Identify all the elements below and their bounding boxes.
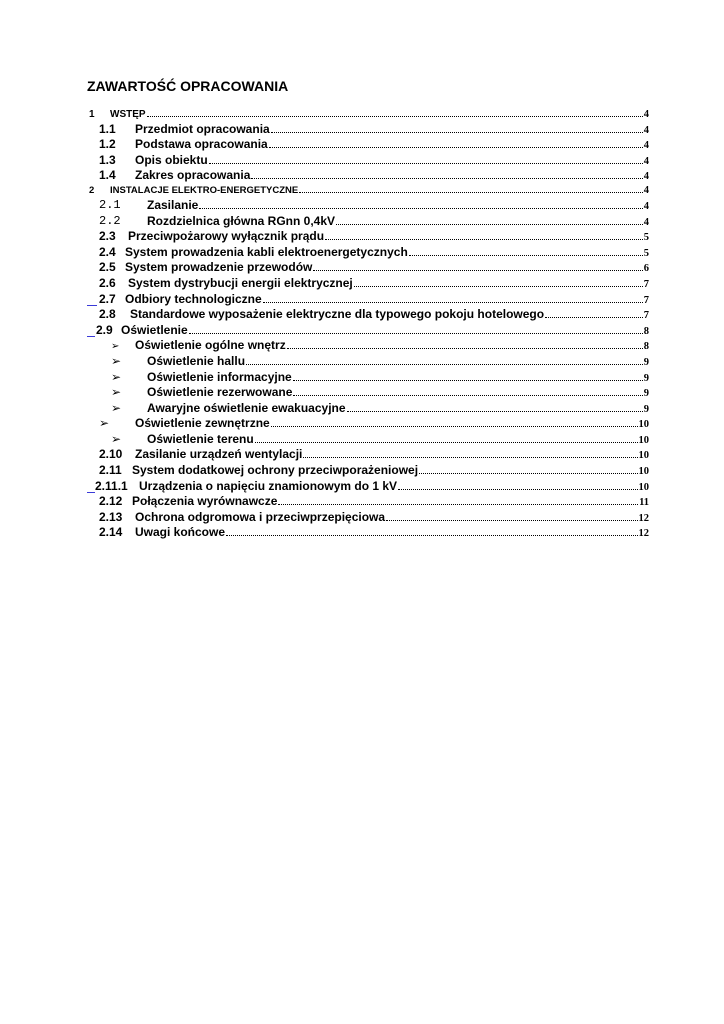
bullet-arrow-icon: ➢ [111,353,122,368]
toc-entry[interactable] [87,461,649,477]
toc-page-number: 9 [643,388,649,400]
bullet-arrow-icon: ➢ [111,341,120,353]
bullet-arrow-icon: ➢ [99,416,110,431]
toc-page-number: 5 [643,232,649,244]
toc-page-number: 4 [643,124,649,136]
dot-leader [209,163,643,164]
dot-leader [336,224,643,225]
dot-leader [293,395,642,396]
toc-label: Przeciwpożarowy wyłącznik prądu [128,229,325,244]
toc-page-number: 9 [643,372,649,384]
dot-leader [255,442,638,443]
toc-number: 2.10 [99,447,123,462]
toc-page-number: 4 [643,171,649,183]
toc-entry[interactable] [87,274,649,290]
dot-leader [251,178,642,179]
toc-label: Rozdzielnica główna RGnn 0,4kV [147,213,336,228]
toc-label: Zakres opracowania [135,168,251,183]
toc-label: Zasilanie urządzeń wentylacji [135,447,303,462]
dot-leader [313,270,642,271]
toc-label: Standardowe wyposażenie elektryczne dla typowego pokoju hotelowego [130,307,545,322]
toc-number: 2 [89,185,95,197]
toc-page-number: 7 [643,294,649,306]
toc-page-number: 4 [643,200,649,212]
dot-leader [147,116,643,117]
dot-leader [303,457,637,458]
toc-number: 2.12 [99,494,123,509]
table-of-contents [87,104,649,539]
toc-page-number: 4 [643,109,649,120]
toc-label: Uwagi końcowe [135,525,226,540]
dot-leader [347,411,643,412]
toc-label: INSTALACJE ELEKTRO-ENERGETYCZNE [110,185,299,197]
toc-page-number: 8 [643,325,649,337]
toc-page-number: 10 [638,434,649,446]
toc-label: System dodatkowej ochrony przeciwporażeniowej [132,463,419,478]
toc-page-number: 10 [638,419,649,431]
toc-page-number: 7 [643,278,649,290]
toc-entry[interactable] [87,290,649,306]
toc-label: Oświetlenie zewnętrzne [135,416,270,431]
toc-entry[interactable] [87,384,649,400]
dot-leader [271,132,643,133]
bullet-arrow-icon: ➢ [111,431,122,446]
toc-number: 2.8 [99,307,116,322]
toc-entry[interactable] [87,151,649,167]
dot-leader [299,192,642,193]
toc-label: Przedmiot opracowania [135,121,270,136]
toc-number: 2.4 [99,244,116,259]
toc-entry[interactable] [87,182,649,196]
toc-label: Urządzenia o napięciu znamionowym do 1 kV [139,478,398,493]
dot-leader [246,364,643,365]
toc-entry[interactable] [87,524,649,540]
toc-entry[interactable] [87,415,649,431]
toc-number: 2.14 [99,525,123,540]
toc-number: 1.3 [99,152,116,167]
toc-label: Oświetlenie ogólne wnętrz [135,338,286,353]
dot-leader [545,317,643,318]
dot-leader [278,504,638,505]
toc-number: 2.2 [99,213,121,228]
toc-entry[interactable] [87,104,649,120]
toc-entry[interactable] [87,446,649,462]
toc-entry[interactable] [87,368,649,384]
toc-label: Oświetlenie terenu [147,431,254,446]
toc-number: 2.11 [99,463,122,478]
dot-leader [325,239,643,240]
toc-number: 2.5 [99,260,116,275]
dot-leader [269,147,643,148]
toc-entry[interactable] [87,120,649,136]
toc-number: 1.1 [99,121,116,136]
toc-page-number: 10 [638,481,649,493]
toc-label: System prowadzenie przewodów [125,260,313,275]
dot-leader [419,473,637,474]
toc-entry[interactable] [87,228,649,244]
page-title: ZAWARTOŚĆ OPRACOWANIA [87,78,289,94]
toc-number: 2.11.1 [95,478,128,493]
toc-page-number: 4 [643,185,649,197]
toc-number: 2.1 [99,197,121,212]
toc-entry[interactable] [87,306,649,322]
toc-page-number: 7 [643,310,649,322]
toc-number: 1.2 [99,137,116,152]
toc-label: System prowadzenia kabli elektroenergetycznych [125,244,408,259]
toc-entry[interactable] [87,430,649,446]
toc-number: 2.3 [99,229,116,244]
toc-page-number: 10 [638,466,649,478]
toc-entry[interactable] [87,321,649,337]
toc-page-number: 9 [643,403,649,415]
toc-label: WSTĘP [110,109,146,120]
toc-label: Oświetlenie hallu [147,353,246,368]
toc-entry[interactable] [87,399,649,415]
toc-number: 1.4 [99,168,116,183]
toc-label: Zasilanie [147,197,199,212]
toc-page-number: 11 [639,497,649,509]
dot-leader [271,426,638,427]
dot-leader [263,302,643,303]
bullet-arrow-icon: ➢ [111,385,122,400]
toc-number: 2.13 [99,509,123,524]
toc-entry[interactable] [87,352,649,368]
toc-number: 2.6 [99,275,116,290]
bullet-arrow-icon: ➢ [111,400,122,415]
toc-entry[interactable] [87,243,649,259]
toc-number: 2.7 [99,291,116,306]
toc-page-number: 4 [643,140,649,152]
toc-label: System dystrybucji energii elektrycznej [128,275,353,290]
toc-entry[interactable] [87,167,649,183]
toc-entry[interactable] [87,508,649,524]
toc-label: Połączenia wyrównawcze [132,494,278,509]
toc-label: Odbiory technologiczne [125,291,262,306]
dot-leader [398,489,637,490]
toc-entry[interactable] [87,493,649,509]
toc-label: Oświetlenie rezerwowane [147,385,293,400]
toc-page-number: 4 [643,155,649,167]
dot-leader [386,520,637,521]
toc-entry[interactable] [87,212,649,228]
dot-leader [409,255,643,256]
bullet-arrow-icon: ➢ [111,369,122,384]
toc-page-number: 4 [643,216,649,228]
toc-entry[interactable] [87,337,649,353]
dot-leader [199,208,642,209]
toc-entry[interactable] [87,477,649,493]
toc-number: 2.9 [96,322,113,337]
toc-page-number: 12 [638,528,649,540]
toc-number: 1 [89,109,95,120]
toc-page-number: 9 [643,356,649,368]
toc-entry[interactable] [87,196,649,212]
toc-label: Podstawa opracowania [135,137,268,152]
toc-entry[interactable] [87,259,649,275]
toc-page-number: 8 [643,341,649,353]
toc-label: Oświetlenie [121,322,188,337]
toc-page-number: 5 [643,247,649,259]
dot-leader [354,286,643,287]
toc-page-number: 6 [643,263,649,275]
toc-entry[interactable] [87,136,649,152]
dot-leader [287,348,643,349]
toc-page-number: 10 [638,450,649,462]
dot-leader [189,333,643,334]
dot-leader [226,535,637,536]
toc-page-number: 12 [638,512,649,524]
dot-leader [293,380,643,381]
toc-label: Oświetlenie informacyjne [147,369,292,384]
toc-label: Awaryjne oświetlenie ewakuacyjne [147,400,346,415]
toc-label: Opis obiektu [135,152,208,167]
toc-label: Ochrona odgromowa i przeciwprzepięciowa [135,509,386,524]
